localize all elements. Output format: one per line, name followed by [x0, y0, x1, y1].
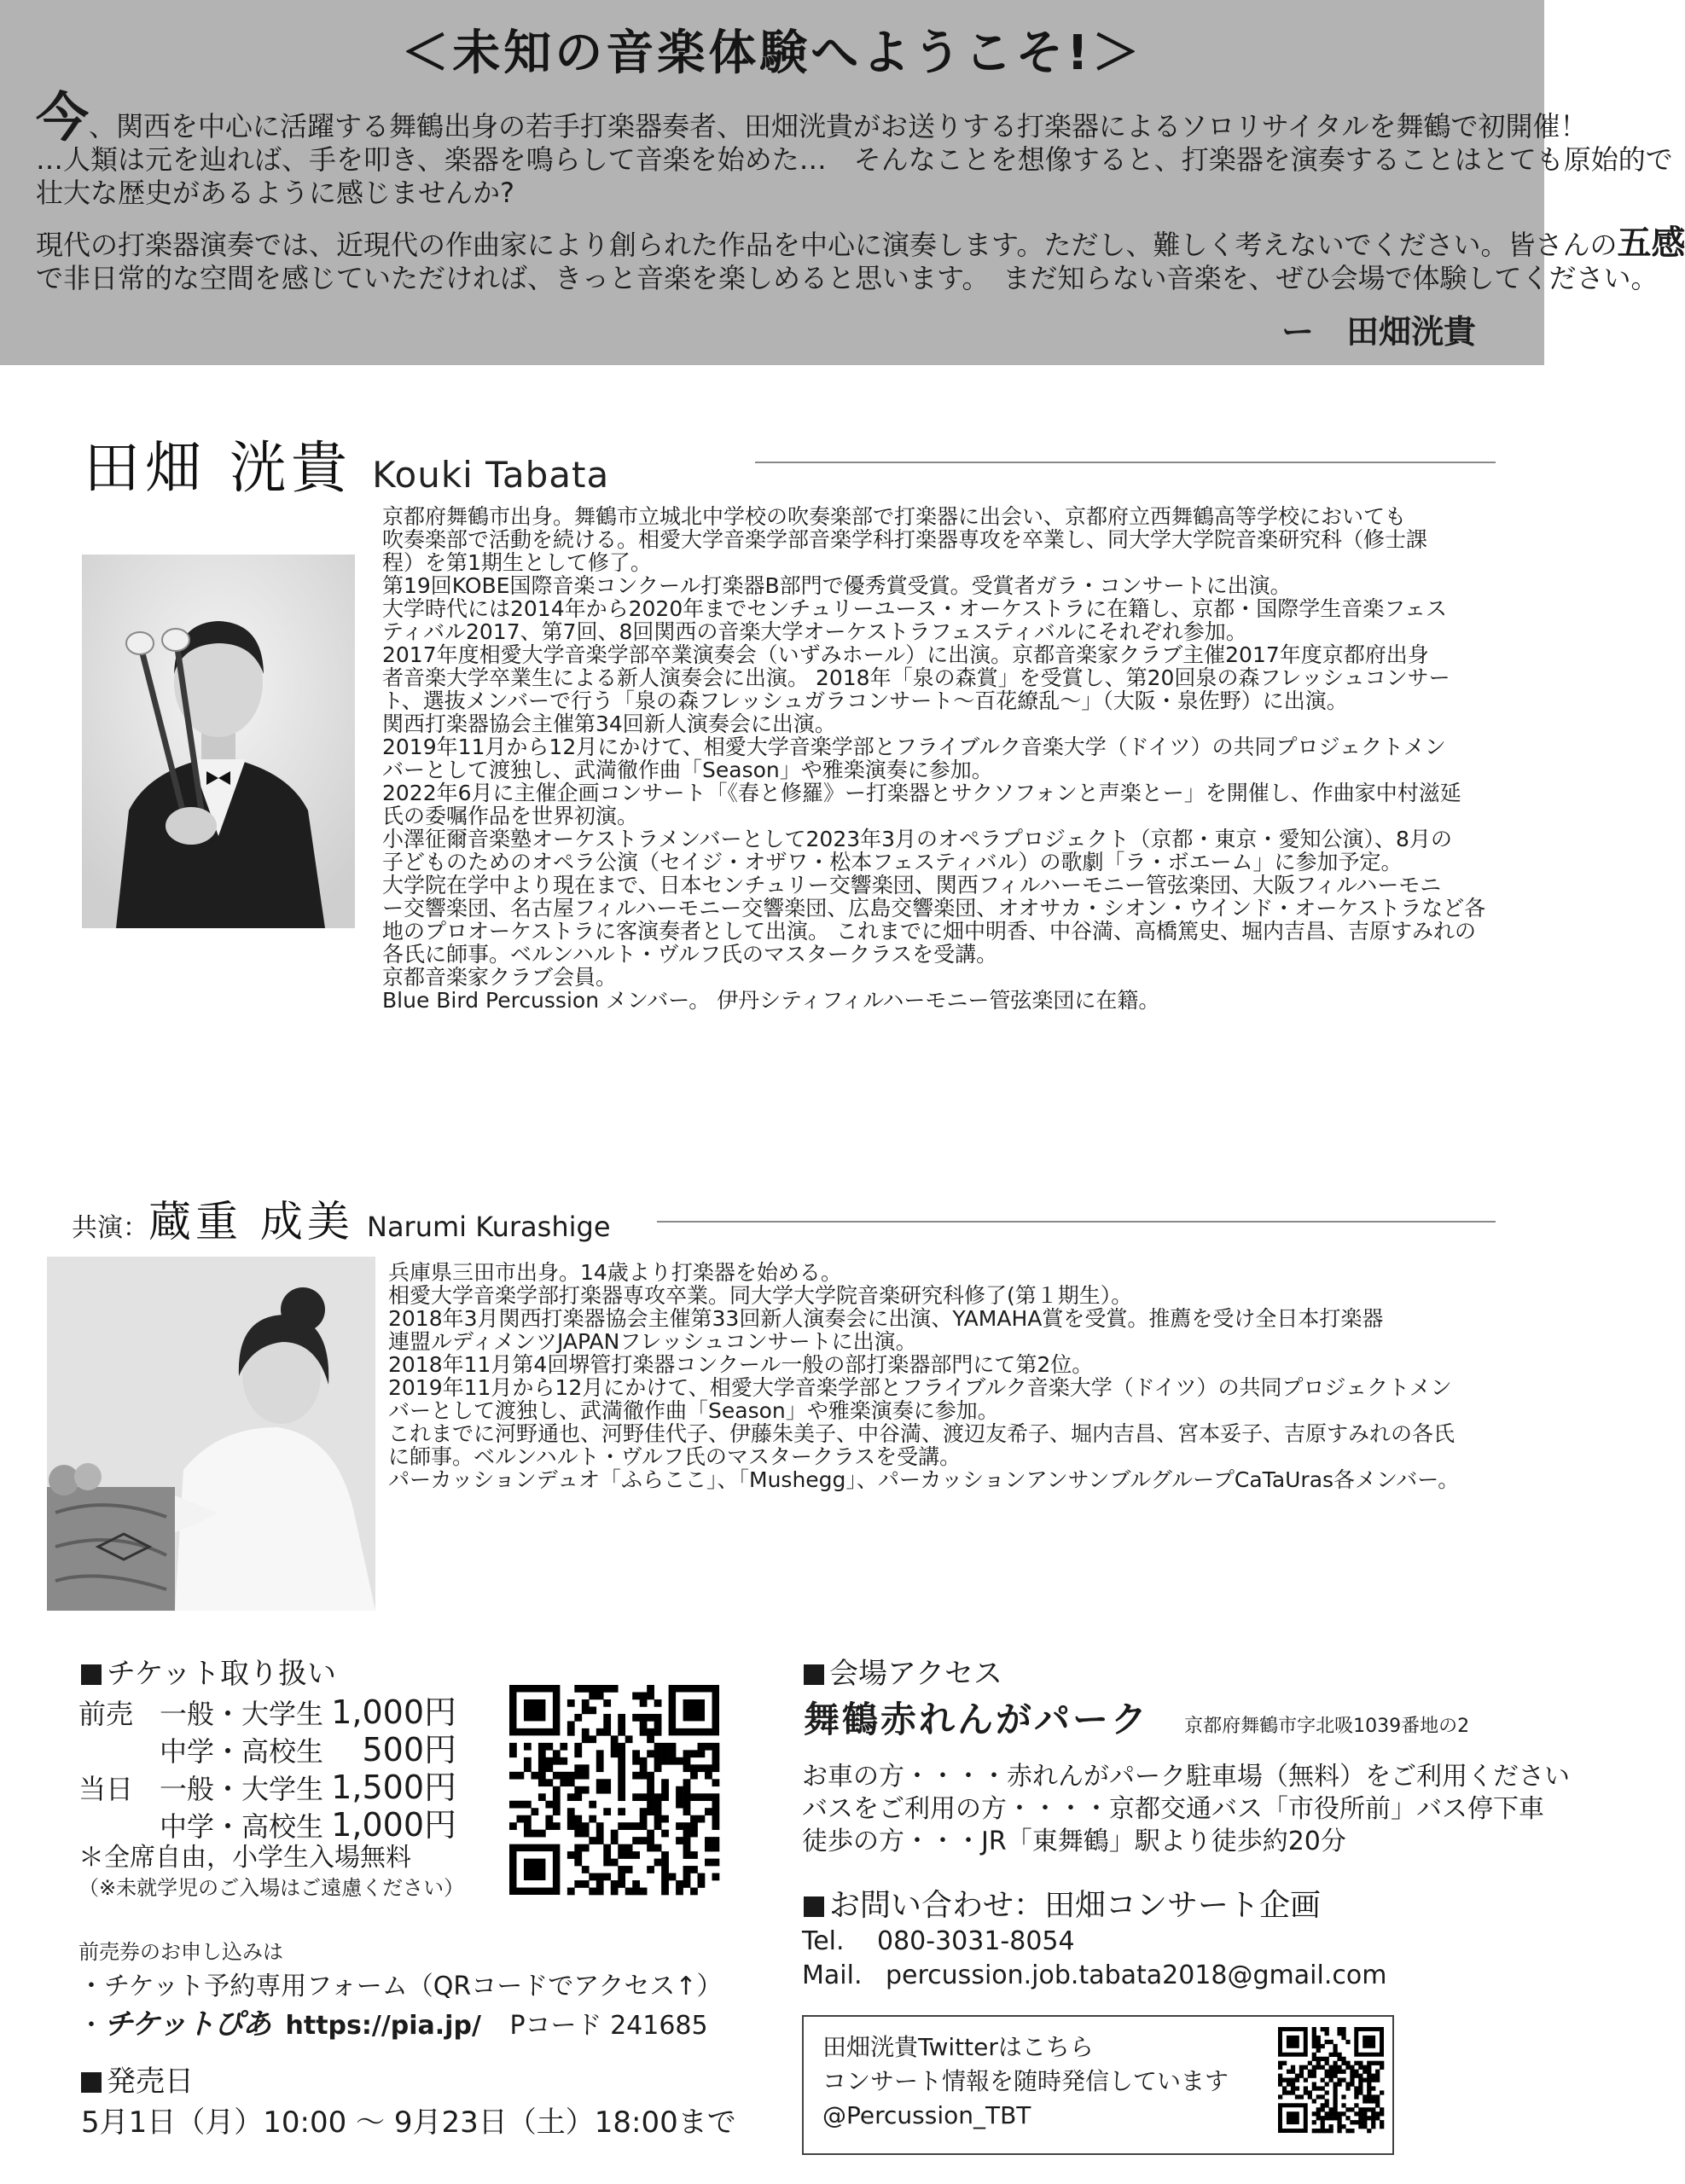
pia-logo: チケットぴあ: [104, 2007, 270, 2042]
twitter-line-2: コンサート情報を随時発信しています: [822, 2067, 1229, 2095]
apply-intro: 前売券のお申し込みは: [78, 1940, 283, 1964]
bio-line: 大学時代には2014年から2020年までセンチュリーユース・オーケストラに在籍し、京都・国際学生音楽フェス: [382, 596, 1448, 621]
ticket-price: 500: [362, 1731, 424, 1769]
ticket-note-small: （※未就学児のご入場はご遠慮ください）: [78, 1876, 465, 1900]
pia-url[interactable]: https://pia.jp/: [285, 2011, 481, 2041]
twitter-line-1: 田畑洸貴Twitterはこちら: [822, 2033, 1094, 2061]
square-bullet-icon: [804, 1896, 824, 1917]
bio-line: 地のプロオーケストラに客演奏者として出演。 これまでに畑中明香、中谷満、高橋篤史、堀内吉昌、吉原すみれの: [382, 919, 1476, 944]
intro-emphasis: 五感: [1617, 224, 1685, 263]
coperformer-name: 蔵重 成美: [148, 1197, 354, 1246]
intro-dropcap: 今: [36, 86, 90, 148]
venue-access: [802, 1761, 1570, 1858]
ticket-category: 一般・大学生: [160, 1698, 324, 1730]
bio-line: 吹奏楽部で活動を続ける。相愛大学音楽学部音楽学科打楽器専攻を卒業し、同大学大学院音楽研究科（修士課: [382, 527, 1428, 552]
pia-row: [78, 2001, 708, 2042]
square-bullet-icon: [804, 1664, 824, 1685]
bio-line: 京都音楽家クラブ会員。: [382, 965, 618, 990]
bio-line: 2022年6月に主催企画コンサート「《春と修羅》ー打楽器とサクソフォンと声楽とー」を開催し、作曲家中村滋延: [382, 781, 1461, 805]
twitter-text: [822, 2030, 1229, 2133]
qr-code-icon: [1278, 2027, 1384, 2133]
coperformer-bio: [388, 1261, 1497, 1491]
square-bullet-icon: [81, 1664, 102, 1685]
access-walk: 徒歩の方・・・JR「東舞鶴」駅より徒歩約20分: [802, 1827, 1346, 1856]
access-bus: バスをご利用の方・・・・京都交通バス「市役所前」バス停下車: [802, 1794, 1544, 1824]
bio-line: 2017年度相愛大学音楽学部卒業演奏会（いずみホール）に出演。京都音楽家クラブ主催2017年度京都府出身: [382, 642, 1429, 667]
bio-line: 小澤征爾音楽塾オーケストラメンバーとして2023年3月のオペラプロジェクト（京都・東京・愛知公演）、8月の: [382, 827, 1452, 851]
sale-heading-text: 発売日: [107, 2065, 194, 2099]
performer-photo: [82, 555, 355, 928]
coperformer-photo: [47, 1257, 375, 1611]
bio-line: 各氏に師事。ベルンハルト・ヴルフ氏のマスタークラスを受講。: [382, 942, 998, 967]
contact-mail-row: [802, 1960, 1386, 1990]
ticket-period: 当日: [78, 1773, 134, 1805]
ticket-price: 1,500: [331, 1769, 424, 1806]
ticket-price: 1,000: [331, 1693, 424, 1731]
ticket-unit: 円: [424, 1769, 457, 1806]
ticket-category: 一般・大学生: [160, 1773, 324, 1805]
ticket-unit: 円: [424, 1806, 457, 1844]
intro-signature: ー 田畑洸貴: [1281, 313, 1476, 351]
ticket-note: ＊全席自由，小学生入場無料: [78, 1843, 411, 1873]
performer-name: 田畑 洸貴: [84, 435, 352, 501]
performer-photo-image: [82, 555, 355, 928]
coperformer-rule: [657, 1221, 1496, 1223]
bio-line: 子どものためのオペラ公演（セイジ・オザワ・松本フェスティバル）の歌劇「ラ・ボエーム」に参加予定。: [382, 850, 1403, 874]
bio-line: Blue Bird Percussion メンバー。 伊丹シティフィルハーモニー管弦楽団に在籍。: [382, 988, 1160, 1013]
tel-label: Tel.: [802, 1926, 845, 1956]
bio-line: 相愛大学音楽学部打楽器専攻卒業。同大学大学院音楽研究科修了(第１期生）。: [388, 1283, 1133, 1308]
contact-heading: [804, 1881, 1321, 1925]
sale-period: 5月1日（月）10:00 ～ 9月23日（土）18:00まで: [81, 2106, 736, 2140]
mail-address[interactable]: percussion.job.tabata2018@gmail.com: [886, 1960, 1387, 1990]
tickets-heading-text: チケット取り扱い: [107, 1657, 336, 1691]
performer-roman-name: Kouki Tabata: [372, 454, 610, 496]
bio-line: 者音楽大学卒業生による新人演奏会に出演。 2018年「泉の森賞」を受賞し、第20回泉の森フレッシュコンサー: [382, 665, 1450, 690]
pia-code: Pコード 241685: [509, 2011, 708, 2041]
pia-bullet: ・: [78, 2011, 104, 2041]
ticket-unit: 円: [424, 1693, 457, 1731]
venue-heading: [804, 1650, 1002, 1692]
intro-line: 壮大な歴史があるように感じませんか?: [36, 177, 514, 209]
bio-line: パーカッションデュオ「ふらここ」、「Mushegg」、パーカッションアンサンブルグループCaTaUras各メンバー。: [388, 1467, 1460, 1492]
ticket-qr-code[interactable]: [509, 1685, 719, 1895]
coperformer-prefix: 共演：: [72, 1213, 148, 1243]
tel-number[interactable]: 080-3031-8054: [877, 1926, 1075, 1956]
intro-line: 、関西を中心に活躍する舞鶴出身の若手打楽器奏者、田畑洸貴がお送りする打楽器によるソロリサイタルを舞鶴で初開催！: [89, 110, 1588, 142]
bio-line: 2019年11月から12月にかけて、相愛大学音楽学部とフライブルク音楽大学（ドイツ）の共同プロジェクトメン: [382, 735, 1446, 759]
bio-line: これまでに河野通也、河野佳代子、伊藤朱美子、中谷満、渡辺友希子、堀内吉昌、宮本妥子、吉原すみれの各氏: [388, 1421, 1455, 1446]
bio-line: ティバル2017、第7回、8回関西の音楽大学オーケストラフェスティバルにそれぞれ参加。: [382, 619, 1247, 644]
ticket-category: 中学・高校生: [160, 1735, 324, 1768]
ticket-category: 中学・高校生: [160, 1810, 324, 1843]
venue-name: 舞鶴赤れんがパーク: [804, 1699, 1150, 1740]
contact-heading-text: お問い合わせ：田畑コンサート企画: [829, 1888, 1322, 1923]
venue-heading-text: 会場アクセス: [829, 1657, 1002, 1691]
access-car: お車の方・・・・赤れんがパーク駐車場（無料）をご利用ください: [802, 1762, 1570, 1792]
square-bullet-icon: [81, 2072, 102, 2093]
coperformer-roman-name: Narumi Kurashige: [367, 1211, 611, 1243]
intro-paragraph-2: [36, 224, 1685, 295]
bio-line: 連盟ルディメンツJAPANフレッシュコンサートに出演。: [388, 1329, 917, 1354]
bio-line: に師事。ベルンハルト・ヴルフ氏のマスタークラスを受講。: [388, 1444, 962, 1469]
contact-tel-row: [802, 1926, 1075, 1956]
intro-paragraph-1: [36, 86, 1673, 210]
bio-line: バーとして渡独し、武満徹作曲「Season」や雅楽演奏に参加。: [382, 758, 993, 782]
bio-line: 第19回KOBE国際音楽コンクール打楽器B部門で優秀賞受賞。受賞者ガラ・コンサートに出演。: [382, 573, 1292, 598]
bio-line: 京都府舞鶴市出身。舞鶴市立城北中学校の吹奏楽部で打楽器に出会い、京都府立西舞鶴高等学校においても: [382, 504, 1407, 529]
bio-line: バーとして渡独し、武満徹作曲「Season」や雅楽演奏に参加。: [388, 1398, 999, 1423]
intro-line: …人類は元を辿れば、手を叩き、楽器を鳴らして音楽を始めた… そんなことを想像すると、打楽器を演奏することはとても原始的で: [36, 143, 1673, 176]
intro-title: ＜未知の音楽体験へようこそ!＞: [401, 26, 1143, 81]
bio-line: 2018年11月第4回堺管打楽器コンクール一般の部打楽器部門にて第2位。: [388, 1352, 1094, 1377]
coperformer-photo-image: [47, 1257, 375, 1611]
coperformer-header: [72, 1188, 611, 1249]
bio-line: 2019年11月から12月にかけて、相愛大学音楽学部とフライブルク音楽大学（ドイツ）の共同プロジェクトメン: [388, 1375, 1452, 1400]
performer-header: [84, 422, 609, 503]
bio-line: 兵庫県三田市出身。14歳より打楽器を始める。: [388, 1260, 842, 1285]
twitter-qr-code[interactable]: [1278, 2027, 1384, 2133]
bio-line: 大学院在学中より現在まで、日本センチュリー交響楽団、関西フィルハーモニー管弦楽団、大阪フィルハーモニ: [382, 873, 1442, 897]
intro-line: 現代の打楽器演奏では、近現代の作曲家により創られた作品を中心に演奏します。ただし、難しく考えないでください。皆さんの: [36, 229, 1618, 261]
intro-line: で非日常的な空間を感じていただければ、きっと音楽を楽しめると思います。 まだ知らない音楽を、ぜひ会場で体験してください。: [36, 262, 1659, 294]
bio-line: ト、選抜メンバーで行う「泉の森フレッシュガラコンサート～百花繚乱～」（大阪・泉佐野）に出演。: [382, 688, 1348, 713]
ticket-period: 前売: [78, 1698, 134, 1730]
apply-form-link[interactable]: ・チケット予約専用フォーム（QRコードでアクセス↑）: [78, 1972, 723, 2001]
twitter-box: [802, 2015, 1394, 2155]
bio-line: 氏の委嘱作品を世界初演。: [382, 804, 639, 828]
bio-line: 程）を第1期生として修了。: [382, 550, 652, 575]
venue-name-row: [804, 1692, 1469, 1743]
performer-bio: [382, 505, 1500, 1012]
performer-rule: [755, 462, 1496, 463]
ticket-price: 1,000: [331, 1806, 424, 1844]
venue-address: 京都府舞鶴市字北吸1039番地の2: [1184, 1716, 1470, 1737]
mail-label: Mail.: [802, 1960, 863, 1990]
twitter-handle[interactable]: @Percussion_TBT: [822, 2101, 1031, 2129]
ticket-unit: 円: [424, 1731, 457, 1769]
bio-line: 関西打楽器協会主催第34回新人演奏会に出演。: [382, 712, 836, 736]
sale-heading: [81, 2058, 194, 2100]
bio-line: 2018年3月関西打楽器協会主催第33回新人演奏会に出演、YAMAHA賞を受賞。推薦を受け全日本打楽器: [388, 1306, 1384, 1331]
qr-code-icon: [509, 1685, 719, 1895]
bio-line: ー交響楽団、名古屋フィルハーモニー交響楽団、広島交響楽団、オオサカ・シオン・ウインド・オーケストラなど各: [382, 896, 1486, 921]
